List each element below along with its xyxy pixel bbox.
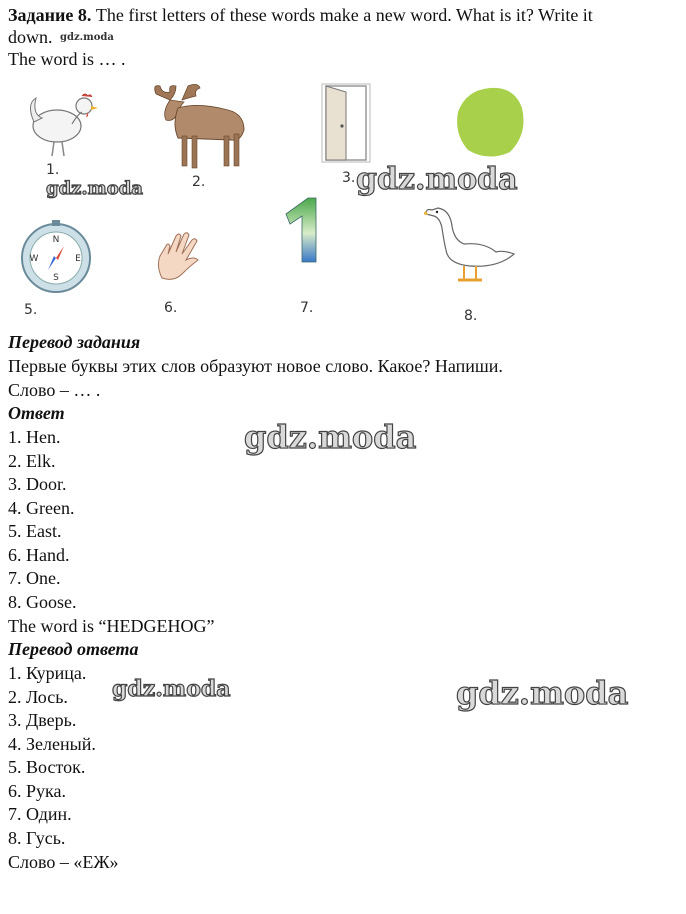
watermark-small: gdz.moda (60, 32, 114, 43)
picture-number-8: 8. (464, 308, 478, 324)
picture-number-3: 3. (342, 170, 356, 186)
compass-icon (16, 216, 96, 296)
answer-translation-item-3: 3. Дверь. (8, 710, 77, 730)
answer-translation-item-6: 6. Рука. (8, 781, 66, 801)
watermark-2: gdz.moda (356, 162, 518, 197)
hen-icon (22, 84, 102, 164)
watermark-4: gdz.moda (112, 676, 231, 702)
answer-translation-item-2: 2. Лось. (8, 687, 68, 707)
answer-item-5: 5. East. (8, 521, 62, 541)
watermark-5: gdz.moda (456, 674, 629, 712)
svg-text:S: S (53, 273, 59, 283)
translation-word-prompt: Слово – … . (8, 380, 101, 400)
task-label: Задание 8. (8, 5, 92, 25)
number-one-icon (280, 196, 324, 266)
task-line-2 (8, 26, 53, 48)
elk-icon (148, 80, 253, 172)
watermark-1: gdz.moda (46, 178, 143, 199)
door-icon (320, 82, 380, 164)
answer-item-2: 2. Elk. (8, 451, 56, 471)
task-line-1 (8, 4, 593, 26)
answer-item-1: 1. Hen. (8, 427, 61, 447)
goose-icon (424, 200, 520, 284)
svg-text:E: E (75, 254, 81, 264)
answer-result: The word is “HEDGEHOG” (8, 616, 215, 636)
task-text: The first letters of these words make a new word. What is it? Write it (91, 5, 593, 25)
task-text-2: down. (8, 27, 53, 47)
answer-translation-heading: Перевод ответа (8, 639, 139, 659)
answer-translation-result: Слово – «ЕЖ» (8, 852, 119, 872)
picture-number-6: 6. (164, 300, 178, 316)
task-word-prompt: The word is … . (8, 49, 126, 69)
svg-text:N: N (52, 235, 60, 245)
green-blob-icon (452, 84, 528, 162)
answer-heading: Ответ (8, 403, 65, 423)
answer-item-8: 8. Goose. (8, 592, 77, 612)
answer-translation-item-4: 4. Зеленый. (8, 734, 96, 754)
picture-number-5: 5. (24, 302, 38, 318)
answer-translation-item-5: 5. Восток. (8, 757, 86, 777)
translation-text: Первые буквы этих слов образуют новое слово. Какое? Напиши. (8, 356, 503, 376)
answer-translation-item-7: 7. Один. (8, 804, 72, 824)
answer-item-6: 6. Hand. (8, 545, 70, 565)
watermark-3: gdz.moda (244, 418, 417, 456)
answer-item-4: 4. Green. (8, 498, 75, 518)
answer-translation-item-8: 8. Гусь. (8, 828, 66, 848)
picture-number-7: 7. (300, 300, 314, 316)
answer-item-3: 3. Door. (8, 474, 67, 494)
answer-translation-item-1: 1. Курица. (8, 663, 87, 683)
svg-text:W: W (29, 254, 39, 264)
hand-icon (152, 226, 204, 282)
picture-number-1: 1. (46, 162, 60, 178)
answer-item-7: 7. One. (8, 568, 61, 588)
picture-number-2: 2. (192, 174, 206, 190)
translation-heading: Перевод задания (8, 332, 141, 352)
